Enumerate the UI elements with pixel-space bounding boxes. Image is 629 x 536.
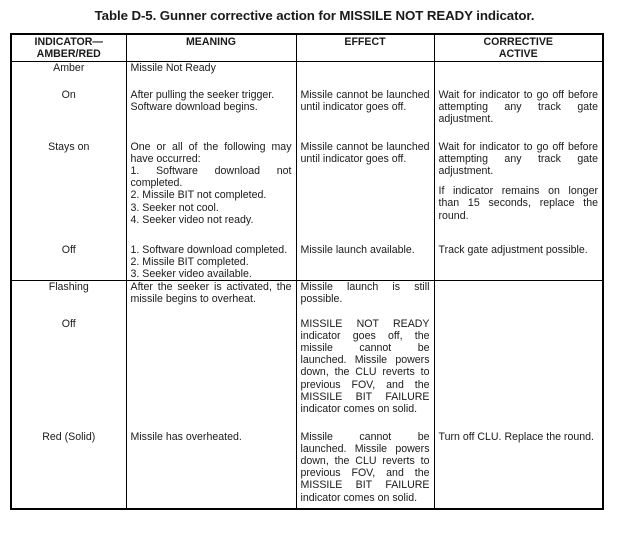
effect-text: Missile launch available. — [300, 243, 415, 256]
table-row — [11, 431, 603, 509]
cell-effect — [296, 431, 434, 509]
cell-indicator: Off — [61, 317, 76, 330]
corrective-text: Wait for indicator to go off before attempting any track gate adjustment. — [438, 140, 598, 177]
cell-indicator: Off — [61, 243, 76, 256]
cell-meaning — [126, 431, 296, 509]
table-row — [11, 141, 603, 244]
table-title: Table D-5. Gunner corrective action for MISSILE NOT READY indicator. — [94, 8, 535, 23]
header-corrective-line1: CORRECTIVE — [483, 36, 553, 48]
cell-corrective — [434, 431, 603, 509]
corrective-action-table — [10, 33, 604, 510]
effect-text: Missile cannot be launched. Missile powers down, the CLU reverts to previous FOV, and the MISSILE BIT FAILURE indicator comes on solid. — [300, 430, 430, 504]
table-row — [11, 318, 603, 431]
cell-indicator: On — [61, 88, 76, 101]
cell-meaning — [126, 318, 296, 431]
header-row — [11, 34, 603, 62]
meaning-list-item: 1. Software download not completed. — [130, 164, 292, 190]
cell-corrective — [434, 281, 603, 318]
table-row — [11, 244, 603, 281]
header-effect: EFFECT — [296, 34, 434, 62]
effect-text: Missile launch is still possible. — [300, 281, 430, 306]
header-indicator-line1: INDICATOR— — [34, 36, 103, 48]
header-indicator — [11, 34, 126, 62]
meaning-text: After pulling the seeker trigger. — [130, 88, 275, 101]
cell-indicator: Amber — [53, 62, 85, 74]
corrective-text: Turn off CLU. Replace the round. — [438, 430, 594, 443]
header-indicator-line2: AMBER/RED — [36, 48, 101, 60]
cell-effect — [296, 89, 434, 141]
cell-meaning — [126, 281, 296, 318]
meaning-text: After the seeker is activated, the missile begins to overheat. — [130, 281, 292, 306]
corrective-text: Wait for indicator to go off before attempting any track gate adjustment. — [438, 88, 598, 125]
cell-corrective — [434, 89, 603, 141]
header-corrective-line2: ACTIVE — [498, 48, 538, 60]
cell-effect — [296, 62, 434, 89]
table-row — [11, 62, 603, 89]
cell-effect — [296, 318, 434, 431]
table-row — [11, 281, 603, 318]
meaning-text: Software download begins. — [130, 100, 258, 113]
meaning-text: Missile has overheated. — [130, 430, 242, 443]
meaning-text: One or all of the following may have occurred: — [130, 140, 292, 165]
cell-indicator: Red (Solid) — [42, 430, 96, 443]
corrective-text: Track gate adjustment possible. — [438, 243, 588, 256]
cell-indicator: Flashing — [11, 281, 126, 318]
meaning-text: Missile Not Ready — [130, 62, 216, 74]
cell-corrective — [434, 62, 603, 89]
corrective-text: If indicator remains on longer than 15 seconds, replace the round. — [438, 185, 598, 222]
cell-corrective — [434, 141, 603, 244]
meaning-list-item: 3. Seeker video available. — [130, 267, 252, 280]
cell-meaning — [126, 244, 296, 281]
effect-text: Missile cannot be launched until indicator goes off. — [300, 140, 430, 165]
effect-text: Missile cannot be launched until indicator goes off. — [300, 88, 430, 113]
cell-meaning — [126, 141, 296, 244]
cell-meaning — [126, 89, 296, 141]
cell-effect — [296, 281, 434, 318]
meaning-list-item: 3. Seeker not cool. — [130, 201, 219, 214]
cell-corrective — [434, 318, 603, 431]
header-corrective — [434, 34, 603, 62]
meaning-list-item: 4. Seeker video not ready. — [130, 213, 254, 226]
cell-indicator: Stays on — [48, 140, 90, 153]
header-meaning: MEANING — [126, 34, 296, 62]
effect-text: MISSILE NOT READY indicator goes off, the missile cannot be launched. Missile powers down, the CLU reverts to previous FOV, and the MISSILE BIT FAILURE indicator comes on solid. — [300, 317, 430, 416]
cell-corrective — [434, 244, 603, 281]
cell-meaning — [126, 62, 296, 89]
cell-effect — [296, 244, 434, 281]
cell-effect — [296, 141, 434, 244]
meaning-list-item: 2. Missile BIT not completed. — [130, 189, 267, 202]
table-row — [11, 89, 603, 141]
meaning-list-item: 2. Missile BIT completed. — [130, 255, 249, 268]
meaning-list-item: 1. Software download completed. — [130, 243, 288, 256]
